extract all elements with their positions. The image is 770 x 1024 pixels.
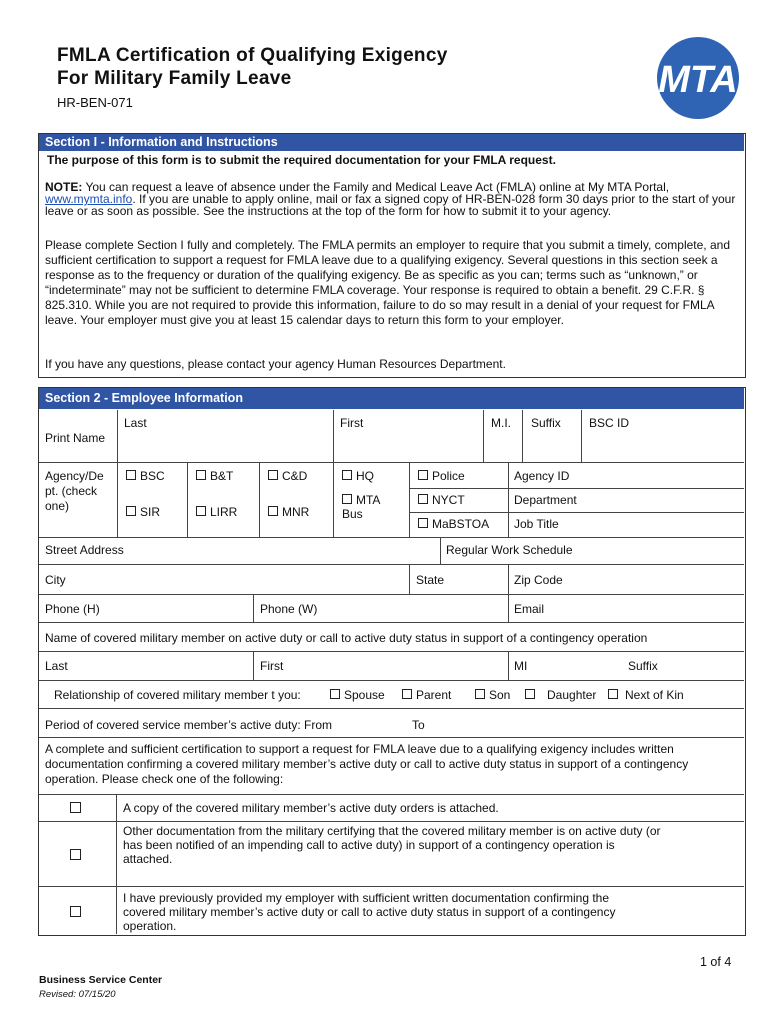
phone-home-field[interactable]: Phone (H) bbox=[45, 602, 100, 616]
period-from-field[interactable]: Period of covered service member’s active duty: From bbox=[45, 718, 332, 732]
suffix-field[interactable]: Suffix bbox=[531, 416, 561, 430]
bsc-id-field[interactable]: BSC ID bbox=[589, 416, 630, 430]
agency-lirr-checkbox[interactable]: LIRR bbox=[196, 505, 237, 519]
option-1-text: A copy of the covered military member’s active duty orders is attached. bbox=[123, 801, 499, 815]
state-field[interactable]: State bbox=[416, 573, 445, 587]
relationship-parent-checkbox[interactable]: Parent bbox=[402, 688, 451, 702]
covered-member-first-field[interactable]: First bbox=[260, 659, 284, 673]
relationship-label: Relationship of covered military member t you: bbox=[54, 688, 301, 702]
section1-heading: Section I - Information and Instructions bbox=[39, 134, 744, 151]
certification-text: A complete and sufficient certification to support a request for FMLA leave due to a qualifying exigency includes written documentation confirming a covered military member’s active duty or call to active duty status in support of a contingency operation. Please check one of the following: bbox=[45, 742, 689, 786]
note-text-2: . If you are unable to apply online, mail or fax a signed copy of HR-BEN-028 form 30 days prior to the start of your leave or as soon as possible. See the instructions at the top of the form for how to submit it to your agency. bbox=[45, 192, 736, 218]
note-text-1: You can request a leave of absence under the Family and Medical Leave Act (FMLA) online at My MTA Portal, bbox=[82, 180, 670, 194]
covered-member-suffix-field[interactable]: Suffix bbox=[628, 659, 658, 673]
option-1-checkbox[interactable] bbox=[70, 802, 81, 813]
relationship-next-of-kin-checkbox[interactable]: Next of Kin bbox=[608, 688, 684, 702]
note-label: NOTE: bbox=[45, 180, 83, 194]
street-address-field[interactable]: Street Address bbox=[45, 543, 124, 557]
relationship-daughter-checkbox[interactable]: Daughter bbox=[525, 688, 596, 702]
instructions-paragraph: Please complete Section I fully and completely. The FMLA permits an employer to require that you submit a timely, complete, and sufficient certification to support a request for FMLA leave due to a qualifying exigency. Several questions in this section seek a response as to the frequency or duration of the qualifying exigency. Be as specific as you can; terms such as “unknown,” or “indeterminate” may not be sufficient to determine FMLA coverage. Your response is required to obtain a benefit. 29 C.F.R. § 825.310. While you are not required to provide this information, failure to do so may result in a denial of your request for FMLA leave. Your employer must give you at least 15 calendar days to return this form to your employer. bbox=[45, 238, 730, 327]
footer-org: Business Service Center bbox=[39, 974, 163, 986]
page-number: 1 of 4 bbox=[700, 955, 732, 969]
mi-field[interactable]: M.I. bbox=[491, 416, 511, 430]
agency-cd-checkbox[interactable]: C&D bbox=[268, 469, 307, 483]
title-line-2: For Military Family Leave bbox=[57, 68, 292, 89]
department-field[interactable]: Department bbox=[514, 493, 577, 507]
agency-mnr-checkbox[interactable]: MNR bbox=[268, 505, 309, 519]
covered-member-mi-field[interactable]: MI bbox=[514, 659, 528, 673]
last-name-field[interactable]: Last bbox=[124, 416, 147, 430]
option-3-checkbox[interactable] bbox=[70, 906, 81, 917]
zip-code-field[interactable]: Zip Code bbox=[514, 573, 563, 587]
agency-bt-checkbox[interactable]: B&T bbox=[196, 469, 233, 483]
period-to-field[interactable]: To bbox=[412, 718, 425, 732]
job-title-field[interactable]: Job Title bbox=[514, 517, 559, 531]
form-title bbox=[57, 44, 448, 90]
agency-bsc-checkbox[interactable]: BSC bbox=[126, 469, 165, 483]
agency-nyct-checkbox[interactable]: NYCT bbox=[418, 493, 465, 507]
agency-mabstoa-checkbox[interactable]: MaBSTOA bbox=[418, 517, 489, 531]
agency-label: Agency/De pt. (check one) bbox=[45, 469, 104, 513]
option-2-checkbox[interactable] bbox=[70, 849, 81, 860]
option-3-text: I have previously provided my employer with sufficient written documentation confirming the covered military member’s active duty or call to active duty status in support of a contingency operation. bbox=[123, 891, 616, 933]
footer-revised: Revised: 07/15/20 bbox=[39, 989, 116, 1000]
print-name-label: Print Name bbox=[45, 431, 106, 445]
covered-member-last-field[interactable]: Last bbox=[45, 659, 68, 673]
title-line-1: FMLA Certification of Qualifying Exigency bbox=[57, 45, 448, 66]
relationship-spouse-checkbox[interactable]: Spouse bbox=[330, 688, 385, 702]
relationship-son-checkbox[interactable]: Son bbox=[475, 688, 510, 702]
form-number: HR-BEN-071 bbox=[57, 95, 133, 110]
regular-work-schedule-field[interactable]: Regular Work Schedule bbox=[446, 543, 573, 557]
email-field[interactable]: Email bbox=[514, 602, 545, 616]
agency-id-field[interactable]: Agency ID bbox=[514, 469, 570, 483]
covered-member-label: Name of covered military member on active duty or call to active duty status in support of a contingency operation bbox=[45, 631, 648, 645]
note-paragraph bbox=[45, 181, 741, 217]
option-2-text: Other documentation from the military certifying that the covered military member is on active duty (or has been notified of an impending call to active duty) in support of a contingency operation is attached. bbox=[123, 824, 661, 866]
mymta-link[interactable]: www.mymta.info bbox=[45, 192, 133, 206]
agency-sir-checkbox[interactable]: SIR bbox=[126, 505, 160, 519]
purpose-text: The purpose of this form is to submit the required documentation for your FMLA request. bbox=[47, 153, 556, 167]
agency-mtabus-checkbox[interactable]: MTA Bus bbox=[342, 493, 380, 521]
mta-logo bbox=[657, 37, 739, 119]
contact-paragraph: If you have any questions, please contact your agency Human Resources Department. bbox=[45, 357, 506, 371]
city-field[interactable]: City bbox=[45, 573, 66, 587]
phone-work-field[interactable]: Phone (W) bbox=[260, 602, 318, 616]
section2-heading: Section 2 - Employee Information bbox=[39, 388, 744, 409]
logo-text: MTA bbox=[658, 59, 738, 101]
agency-hq-checkbox[interactable]: HQ bbox=[342, 469, 374, 483]
agency-police-checkbox[interactable]: Police bbox=[418, 469, 465, 483]
first-name-field[interactable]: First bbox=[340, 416, 364, 430]
